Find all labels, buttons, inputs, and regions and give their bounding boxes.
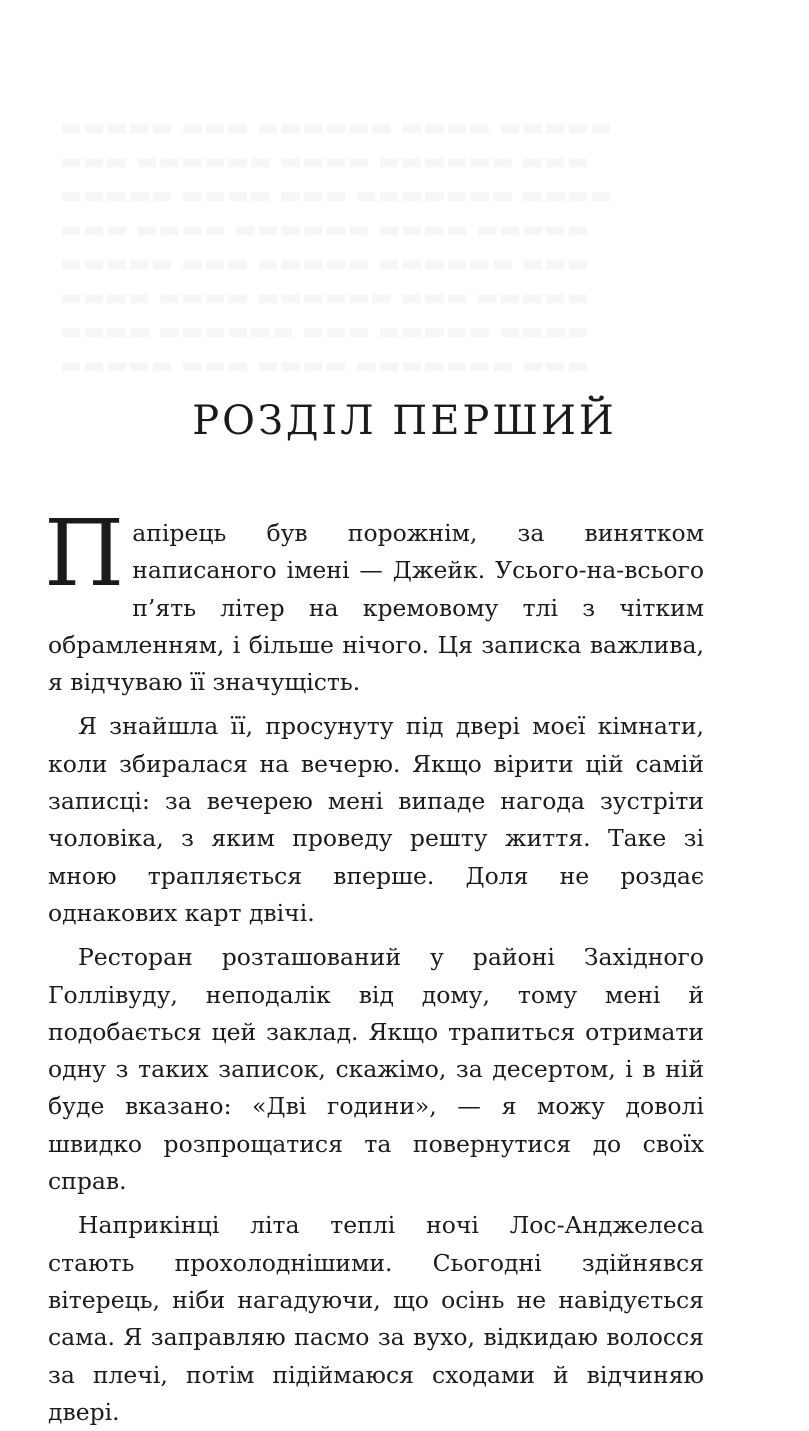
chapter-body xyxy=(44,500,704,1431)
chapter-title: РОЗДІЛ ПЕРШИЙ xyxy=(192,398,617,444)
paragraph-2: Я знайшла її, просунуту під двері моєї кімнати, коли збиралася на вечерю. Якщо вірити цій самій записці: за вечерею мені випаде нагода зустріти чоловіка, з яким проведу решту життя. Таке зі мною трапляється вперше. Доля не роздає однакових карт двічі. xyxy=(48,712,704,927)
paragraph-1-text: апірець був порожнім, за винятком написаного імені — Джейк. Усього-на-всього п’ять літер на кремовому тлі з чітким обрамленням, і більше нічого. Ця записка важлива, я відчуваю її значущість. xyxy=(48,519,704,697)
paragraph-3: Ресторан розташований у районі Західного Голлівуду, неподалік від дому, тому мені й подобається цей заклад. Якщо трапиться отримати одну з таких записок, скажімо, за десертом, і в ній буде вказано: «Дві години», — я можу доволі швидко розпрощатися та повернутися до своїх справ. xyxy=(48,943,704,1196)
paragraph-4: Наприкінці літа теплі ночі Лос-Анджелеса стають прохолоднішими. Сьогодні здійнявся вітерець, ніби нагадуючи, що осінь не навідується сама. Я заправляю пасмо за вухо, відкидаю волосся за плечі, потім підіймаюся сходами й відчиняю двері. xyxy=(48,1211,704,1426)
bleed-through-texture xyxy=(60,110,780,382)
drop-cap: П xyxy=(44,500,125,607)
paragraph-1 xyxy=(44,500,704,701)
